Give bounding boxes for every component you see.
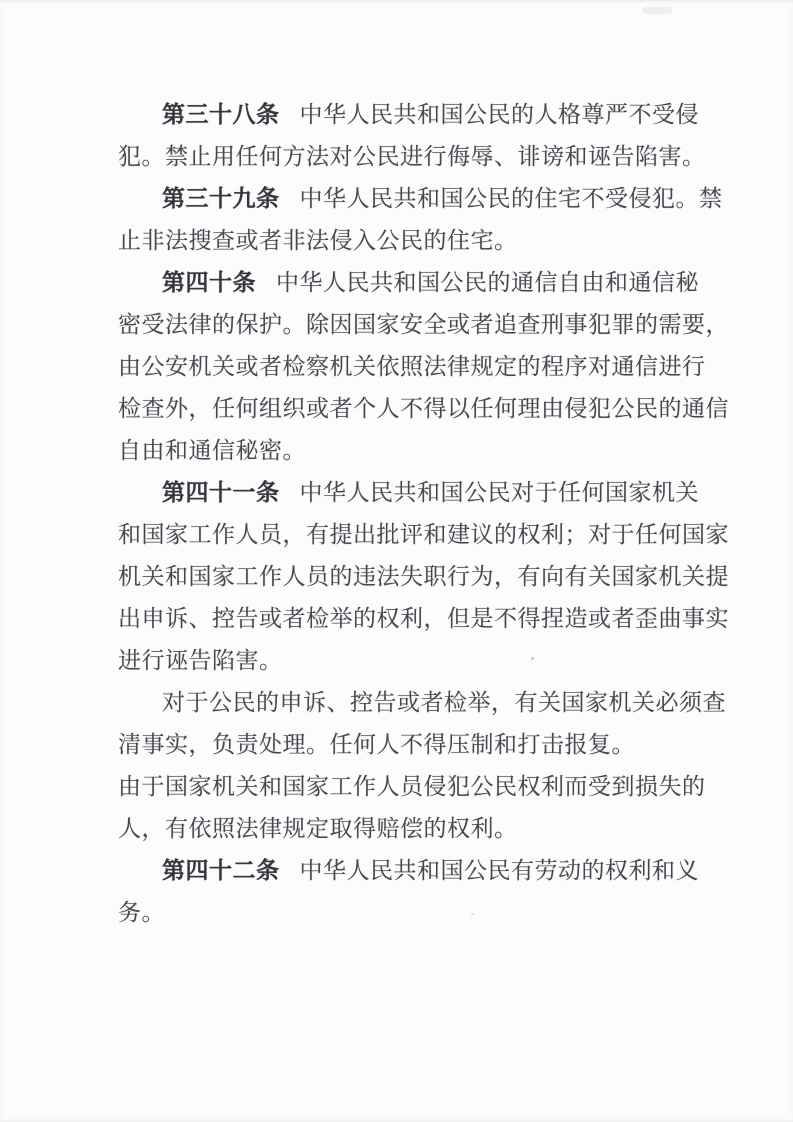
line-text: 中华人民共和国公民的住宅不受侵犯。禁 <box>299 186 723 211</box>
text-line <box>162 682 726 724</box>
text-line <box>162 262 718 304</box>
line-text: 中华人民共和国公民的人格尊严不受侵 <box>299 102 699 127</box>
line-text: 人，有依照法律规定取得赔偿的权利。 <box>118 816 518 841</box>
article-number: 第四十条 <box>162 270 256 295</box>
line-text: 清事实，负责处理。任何人不得压制和打击报复。 <box>118 732 635 757</box>
text-line <box>118 556 729 598</box>
text-line <box>118 640 718 682</box>
article-number: 第四十一条 <box>162 480 280 505</box>
article-number: 第三十九条 <box>162 186 280 211</box>
text-line <box>118 346 718 388</box>
line-text: 对于公民的申诉、控告或者检举，有关国家机关必须查 <box>162 690 726 715</box>
article-number: 第四十二条 <box>162 858 280 883</box>
text-line <box>118 808 718 850</box>
line-text: 中华人民共和国公民的通信自由和通信秘 <box>276 270 699 295</box>
text-line <box>162 472 718 514</box>
text-line <box>162 178 723 220</box>
line-text: 中华人民共和国公民对于任何国家机关 <box>299 480 699 505</box>
scan-edge-top <box>0 0 793 3</box>
line-text: 出申诉、控告或者检举的权利，但是不得捏造或者歪曲事实 <box>118 606 729 631</box>
line-text: 进行诬告陷害。 <box>118 648 283 673</box>
line-text: 检查外，任何组织或者个人不得以任何理由侵犯公民的通信 <box>118 396 729 421</box>
scan-artifact <box>642 7 672 14</box>
line-text: 自由和通信秘密。 <box>118 438 306 463</box>
text-line <box>118 514 729 556</box>
text-line <box>118 724 718 766</box>
document-body <box>118 94 729 934</box>
article-number: 第三十八条 <box>162 102 280 127</box>
line-text: 止非法搜查或者非法侵入公民的住宅。 <box>118 228 518 253</box>
line-text: 密受法律的保护。除因国家安全或者追查刑事犯罪的需要， <box>118 312 729 337</box>
text-line <box>118 766 718 808</box>
text-line <box>118 136 718 178</box>
line-text: 中华人民共和国公民有劳动的权利和义 <box>299 858 699 883</box>
text-line <box>118 388 729 430</box>
line-text: 和国家工作人员，有提出批评和建议的权利；对于任何国家 <box>118 522 729 547</box>
text-line <box>118 892 718 934</box>
text-line <box>162 850 718 892</box>
line-text: 机关和国家工作人员的违法失职行为，有向有关国家机关提 <box>118 564 729 589</box>
text-line <box>162 94 718 136</box>
line-text: 由公安机关或者检察机关依照法律规定的程序对通信进行 <box>118 354 706 379</box>
line-text: 务。 <box>118 900 165 925</box>
line-text: 犯。禁止用任何方法对公民进行侮辱、诽谤和诬告陷害。 <box>118 144 706 169</box>
scan-artifact <box>531 657 534 660</box>
line-text: 由于国家机关和国家工作人员侵犯公民权利而受到损失的 <box>118 774 706 799</box>
scan-artifact <box>471 913 474 915</box>
text-line <box>118 304 729 346</box>
text-line <box>118 598 729 640</box>
text-line <box>118 430 718 472</box>
text-line <box>118 220 718 262</box>
